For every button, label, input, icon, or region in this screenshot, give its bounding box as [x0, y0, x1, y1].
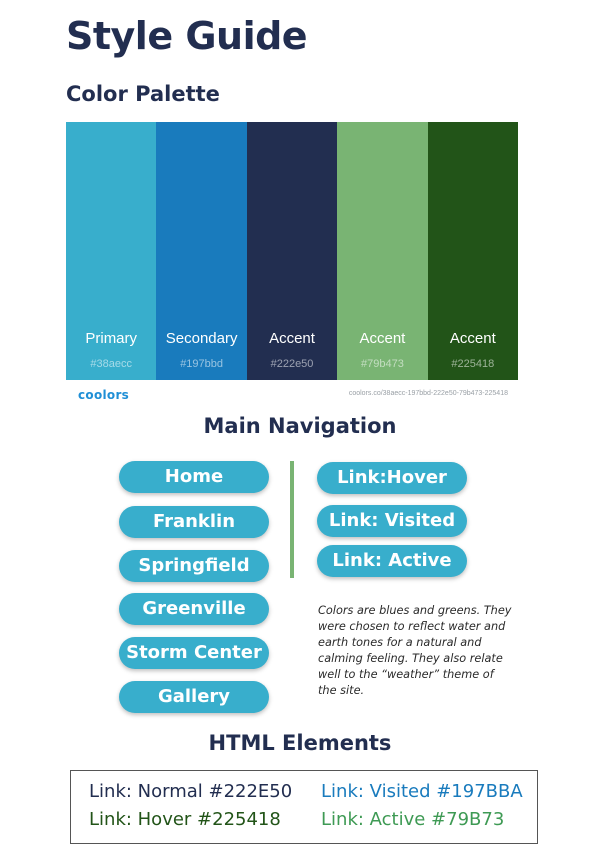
- nav-button-greenville[interactable]: Greenville: [119, 593, 269, 625]
- elements-heading: HTML Elements: [208, 731, 392, 755]
- coolors-logo: coolors: [78, 388, 130, 402]
- swatch-name: Primary: [85, 330, 138, 347]
- swatch-hex: #38aecc: [90, 358, 132, 370]
- nav-button-storm-center[interactable]: Storm Center: [119, 637, 269, 669]
- swatch-name: Accent: [269, 330, 315, 347]
- nav-button-franklin[interactable]: Franklin: [119, 506, 269, 538]
- swatch-hex: #222e50: [270, 358, 314, 370]
- swatch-hex: #225418: [451, 358, 495, 370]
- swatch-hex: #79b473: [361, 358, 404, 370]
- nav-button-springfield[interactable]: Springfield: [119, 550, 269, 582]
- page-title: Style Guide: [66, 14, 308, 58]
- nav-button-gallery[interactable]: Gallery: [119, 681, 269, 713]
- link-visited-sample[interactable]: Link: Visited #197BBA: [321, 781, 523, 802]
- link-active-state[interactable]: Link: Active: [317, 545, 467, 577]
- swatch-accent-navy: [247, 122, 337, 380]
- swatch-name: Accent: [359, 330, 406, 347]
- palette-heading: Color Palette: [66, 82, 220, 106]
- link-visited-state[interactable]: Link: Visited: [317, 505, 467, 537]
- coolors-url: coolors.co/38aecc-197bbd-222e50-79b473-225418: [348, 390, 508, 397]
- swatch-secondary: [156, 122, 246, 380]
- html-elements-box: [70, 770, 538, 844]
- link-hover-state[interactable]: Link:Hover: [317, 462, 467, 494]
- link-normal-sample[interactable]: Link: Normal #222E50: [89, 781, 293, 802]
- swatch-accent-light-green: [337, 122, 427, 380]
- swatch-name: Accent: [449, 330, 496, 347]
- color-note: Colors are blues and greens. They were chosen to reflect water and earth tones for a natural and calming feeling. They also relate well to the “weather” theme of the site.: [318, 604, 512, 697]
- color-palette: [66, 122, 518, 380]
- divider-bar: [290, 461, 294, 578]
- swatch-hex: #197bbd: [180, 358, 224, 370]
- nav-button-home[interactable]: Home: [119, 461, 269, 493]
- nav-heading: Main Navigation: [203, 414, 397, 438]
- link-active-sample[interactable]: Link: Active #79B73: [321, 809, 505, 830]
- swatch-primary: [66, 122, 156, 380]
- swatch-name: Secondary: [165, 330, 238, 347]
- link-hover-sample[interactable]: Link: Hover #225418: [89, 809, 281, 830]
- swatch-accent-dark-green: [428, 122, 518, 380]
